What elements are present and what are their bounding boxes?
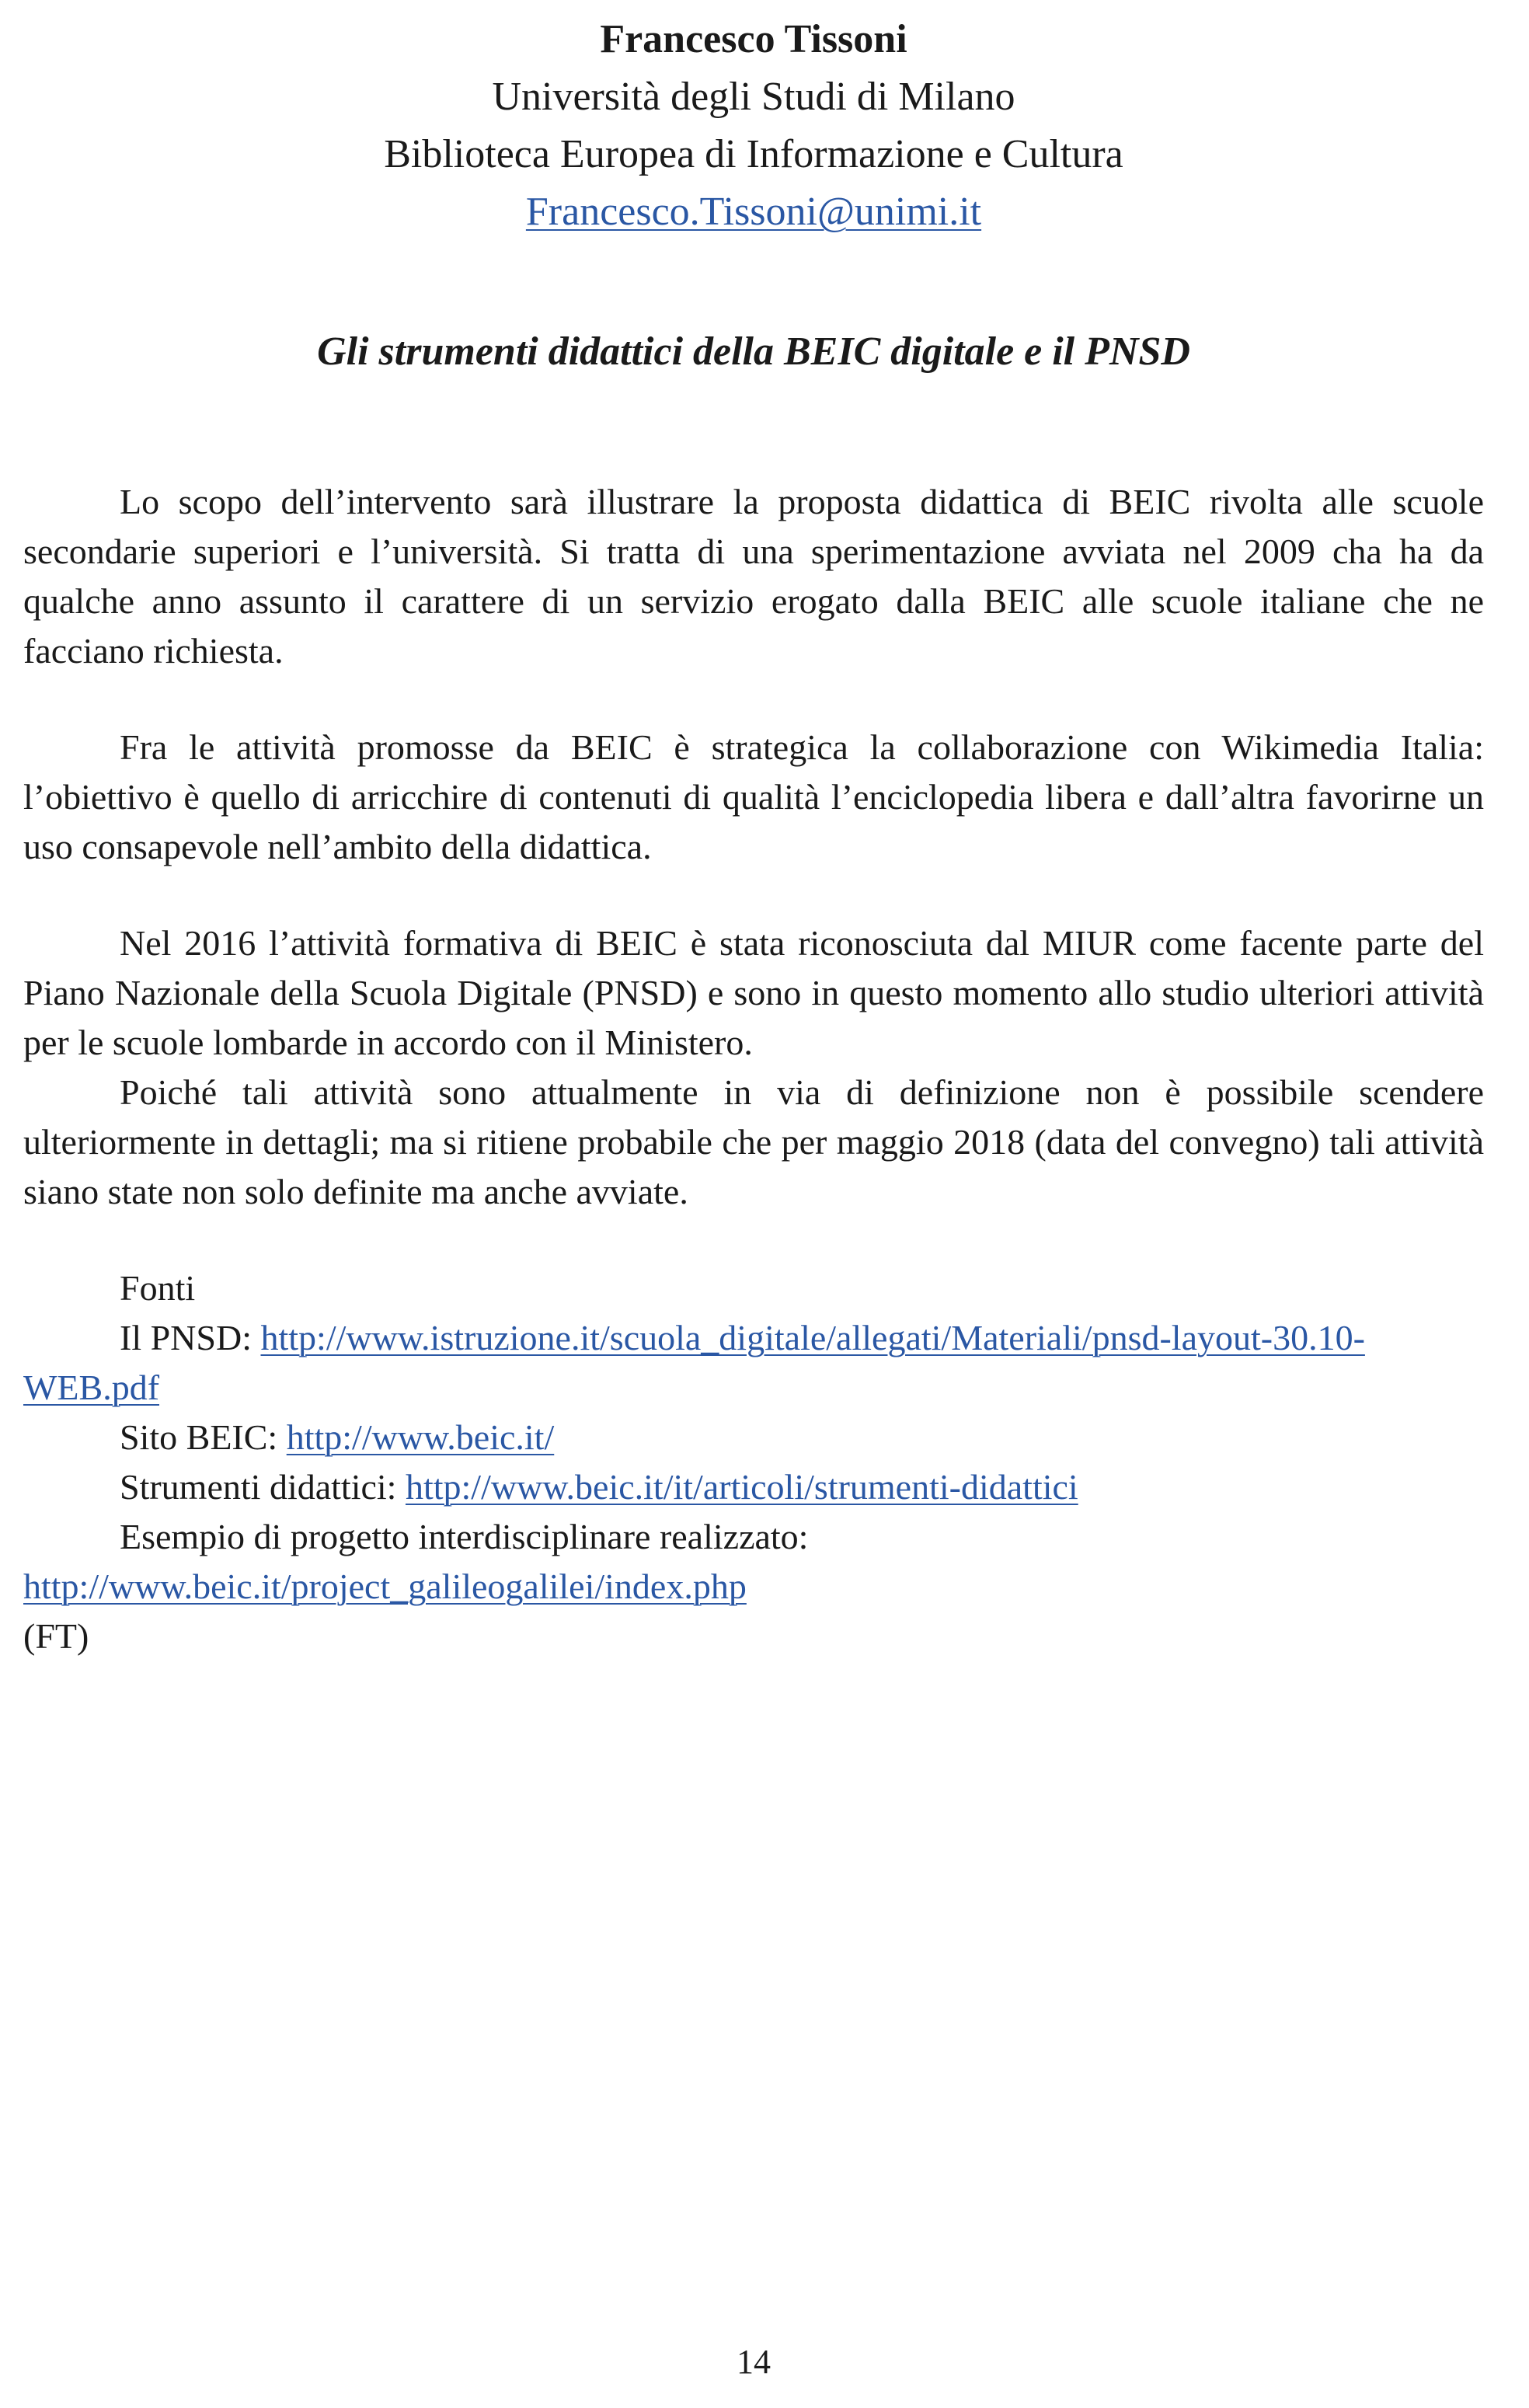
source-label: Strumenti didattici: [120, 1467, 406, 1507]
author-header [23, 11, 1484, 241]
author-email-link[interactable]: Francesco.Tissoni@unimi.it [525, 190, 982, 234]
source-item [23, 1413, 1484, 1462]
source-link-pnsd[interactable]: http://www.istruzione.it/scuola_digitale/allegati/Materiali/pnsd-layout-30.10-WEB.pdf [23, 1318, 1365, 1407]
author-initials: (FT) [23, 1616, 89, 1656]
page-number: 14 [737, 2343, 771, 2381]
source-label: Esempio di progetto interdisciplinare realizzato: [120, 1517, 809, 1556]
source-item [23, 1313, 1484, 1413]
source-link-galileo[interactable]: http://www.beic.it/project_galileogalilei/index.php [23, 1566, 747, 1606]
source-label: Sito BEIC: [120, 1417, 287, 1457]
affiliation-library: Biblioteca Europea di Informazione e Cultura [384, 132, 1123, 176]
source-item [23, 1512, 1484, 1612]
paragraph-4: Poiché tali attività sono attualmente in via di definizione non è possibile scendere ulteriormente in dettagli; ma si ritiene probabile che per maggio 2018 (data del convegno) tali attività siano state non solo definite ma anche avviate. [23, 1072, 1484, 1211]
source-item [23, 1462, 1484, 1512]
article-body [23, 477, 1484, 1661]
source-link-strumenti[interactable]: http://www.beic.it/it/articoli/strumenti-didattici [405, 1467, 1078, 1507]
sources-heading: Fonti [120, 1268, 196, 1308]
paragraph-2: Fra le attività promosse da BEIC è strategica la collaborazione con Wikimedia Italia: l’obiettivo è quello di arricchire di contenuti di qualità l’enciclopedia libera e dall’altra favorirne un uso consapevole nell’ambito della didattica. [23, 727, 1484, 866]
author-name: Francesco Tissoni [600, 17, 907, 61]
affiliation-university: Università degli Studi di Milano [492, 75, 1015, 119]
paragraph-3: Nel 2016 l’attività formativa di BEIC è stata riconosciuta dal MIUR come facente parte del Piano Nazionale della Scuola Digitale (PNSD) e sono in questo momento allo studio ulteriori attività per le scuole lombarde in accordo con il Ministero. [23, 923, 1484, 1062]
article-title: Gli strumenti didattici della BEIC digitale e il PNSD [317, 329, 1190, 374]
document-page [23, 0, 1484, 2408]
sources-section [23, 1263, 1484, 1661]
paragraph-1: Lo scopo dell’intervento sarà illustrare la proposta didattica di BEIC rivolta alle scuole secondarie superiori e l’università. Si tratta di una sperimentazione avviata nel 2009 cha ha da qualche anno assunto il carattere di un servizio erogato dalla BEIC alle scuole italiane che ne facciano richiesta. [23, 482, 1484, 671]
source-label: Il PNSD: [120, 1318, 261, 1357]
source-link-beic[interactable]: http://www.beic.it/ [286, 1417, 555, 1457]
